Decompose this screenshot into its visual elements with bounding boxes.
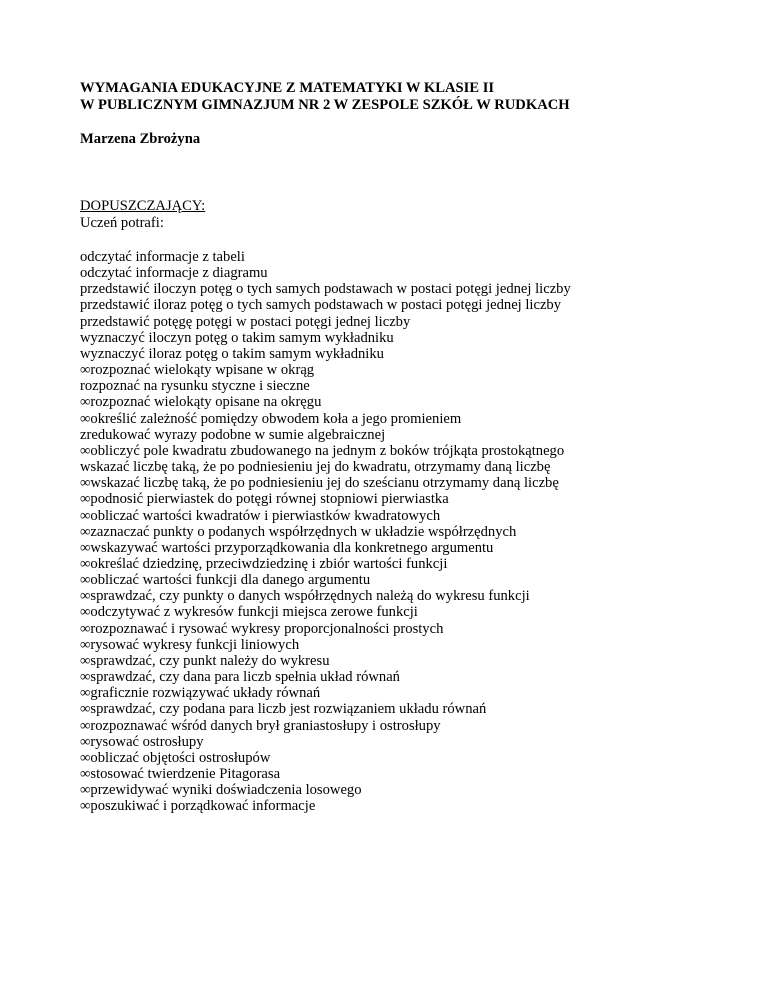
- list-item: ∞zaznaczać punkty o podanych współrzędnych w układzie współrzędnych: [80, 523, 517, 540]
- list-item: ∞obliczać wartości kwadratów i pierwiastków kwadratowych: [80, 507, 441, 524]
- list-item: ∞wskazać liczbę taką, że po podniesieniu jej do sześcianu otrzymamy daną liczbę: [80, 475, 559, 492]
- list-item: ∞sprawdzać, czy punkt należy do wykresu: [80, 652, 330, 669]
- list-item: ∞obliczać wartości funkcji dla danego argumentu: [80, 572, 371, 589]
- list-item: zredukować wyrazy podobne w sumie algebraicznej: [80, 426, 386, 443]
- list-item: odczytać informacje z tabeli: [80, 249, 245, 265]
- list-item: ∞określać dziedzinę, przeciwdziedzinę i zbiór wartości funkcji: [80, 555, 448, 572]
- list-item: przedstawić potęgę potęgi w postaci potęgi jednej liczby: [80, 313, 411, 330]
- list-item: ∞obliczyć pole kwadratu zbudowanego na jednym z boków trójkąta prostokątnego: [80, 442, 565, 459]
- list-item: ∞podnosić pierwiastek do potęgi równej stopniowi pierwiastka: [80, 491, 449, 508]
- list-item: ∞wskazywać wartości przyporządkowania dla konkretnego argumentu: [80, 539, 494, 556]
- author-name: Marzena Zbrożyna: [80, 131, 201, 147]
- list-item: ∞stosować twierdzenie Pitagorasa: [80, 766, 281, 782]
- document-title-line-1: WYMAGANIA EDUKACYJNE Z MATEMATYKI W KLASIE II: [80, 80, 495, 96]
- list-item: ∞graficznie rozwiązywać układy równań: [80, 685, 321, 702]
- document-title-line-2: W PUBLICZNYM GIMNAZJUM NR 2 W ZESPOLE SZKÓŁ W RUDKACH: [80, 97, 570, 113]
- list-item: ∞określić zależność pomiędzy obwodem koła a jego promieniem: [80, 410, 462, 427]
- list-item: przedstawić iloraz potęg o tych samych podstawach w postaci potęgi jednej liczby: [80, 297, 562, 314]
- list-item: wyznaczyć iloczyn potęg o takim samym wykładniku: [80, 329, 394, 346]
- list-item: ∞rysować ostrosłupy: [80, 733, 204, 750]
- list-item: ∞obliczać objętości ostrosłupów: [80, 749, 271, 766]
- list-item: przedstawić iloczyn potęg o tych samych podstawach w postaci potęgi jednej liczby: [80, 281, 571, 298]
- list-item: wskazać liczbę taką, że po podniesieniu jej do kwadratu, otrzymamy daną liczbę: [80, 459, 551, 476]
- list-item: ∞rozpoznawać wśród danych brył graniastosłupy i ostrosłupy: [80, 717, 441, 734]
- list-item: ∞odczytywać z wykresów funkcji miejsca zerowe funkcji: [80, 604, 418, 621]
- list-item: ∞przewidywać wyniki doświadczenia losowego: [80, 782, 362, 799]
- list-item: ∞rysować wykresy funkcji liniowych: [80, 636, 300, 653]
- list-item: ∞sprawdzać, czy podana para liczb jest rozwiązaniem układu równań: [80, 701, 487, 718]
- list-item: wyznaczyć iloraz potęg o takim samym wykładniku: [80, 345, 384, 362]
- list-item: ∞rozpoznawać i rysować wykresy proporcjonalności prostych: [80, 620, 444, 637]
- list-item: ∞rozpoznać wielokąty wpisane w okrąg: [80, 362, 315, 379]
- list-item: ∞rozpoznać wielokąty opisane na okręgu: [80, 394, 322, 411]
- list-item: ∞sprawdzać, czy punkty o danych współrzędnych należą do wykresu funkcji: [80, 588, 530, 605]
- intro-text: Uczeń potrafi:: [80, 215, 164, 231]
- skills-list: [80, 249, 740, 814]
- list-item: rozpoznać na rysunku styczne i sieczne: [80, 378, 310, 395]
- list-item: ∞sprawdzać, czy dana para liczb spełnia układ równań: [80, 669, 400, 686]
- grade-level-heading: DOPUSZCZAJĄCY:: [80, 198, 206, 214]
- list-item: ∞poszukiwać i porządkować informacje: [80, 798, 316, 815]
- list-item: odczytać informacje z diagramu: [80, 265, 268, 282]
- document-page: [80, 80, 740, 814]
